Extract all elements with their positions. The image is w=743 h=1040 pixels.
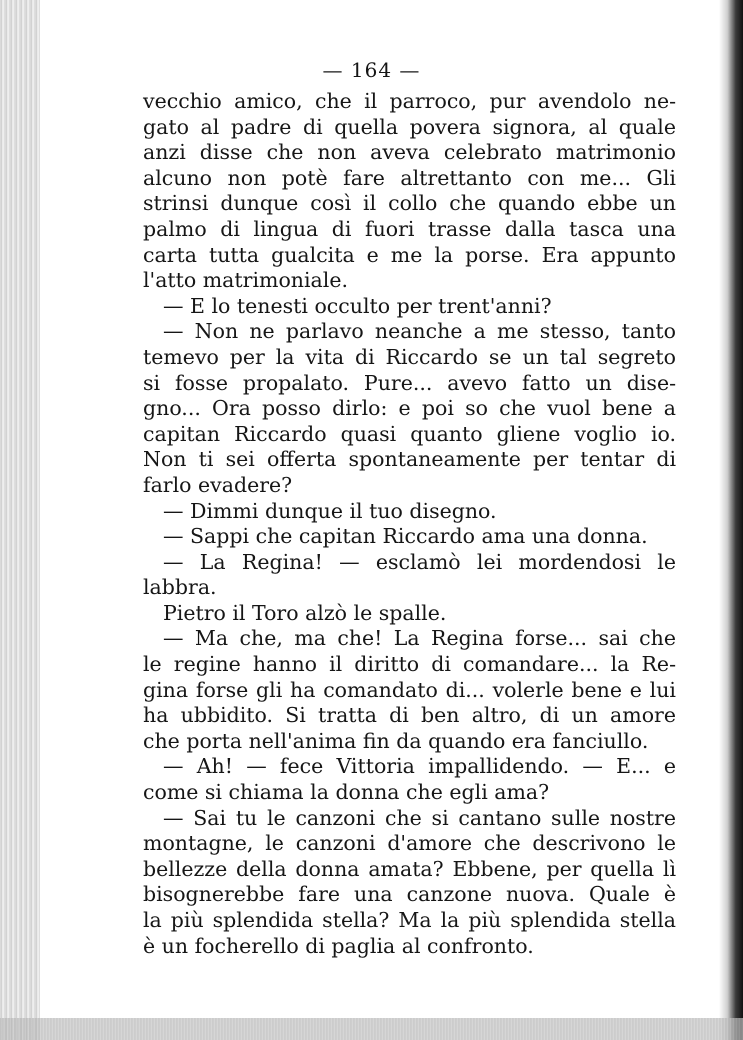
text-line: carta tutta gualcita e me la porse. Era appunto	[143, 242, 676, 267]
text-line: — Dimmi dunque il tuo disegno.	[163, 498, 497, 523]
text-line: bisognerebbe fare una canzone nuova. Quale è	[143, 882, 676, 907]
text-line: gato al padre di quella povera signora, al quale	[143, 114, 676, 139]
page-number: — 164 —	[322, 58, 421, 82]
text-line: come si chiama la donna che egli ama?	[143, 780, 550, 805]
body-text	[143, 89, 676, 959]
text-line: si fosse propalato. Pure... avevo fatto un dise-	[143, 370, 676, 395]
text-line: — La Regina! — esclamò lei mordendosi le	[163, 549, 676, 574]
text-line: è un focherello di paglia al confronto.	[143, 933, 534, 958]
text-line: vecchio amico, che il parroco, pur avendolo ne-	[143, 89, 676, 113]
page-right-shadow	[719, 0, 743, 1040]
text-line: l'atto matrimoniale.	[143, 268, 348, 293]
text-line: capitan Riccardo quasi quanto gliene voglio io.	[143, 421, 676, 446]
text-line: — Ah! — fece Vittoria impallidendo. — E... e	[163, 754, 676, 779]
book-binding-edge	[0, 0, 40, 1040]
text-line: — Sappi che capitan Riccardo ama una donna.	[163, 524, 648, 549]
text-line: strinsi dunque così il collo che quando ebbe un	[143, 191, 676, 216]
text-line: — Non ne parlavo neanche a me stesso, tanto	[163, 319, 676, 344]
text-line: le regine hanno il diritto di comandare... la Re-	[143, 652, 676, 677]
text-line: che porta nell'anima fin da quando era fanciullo.	[143, 728, 649, 753]
text-line: ha ubbidito. Si tratta di ben altro, di un amore	[143, 703, 676, 728]
text-line: Non ti sei offerta spontaneamente per tentar di	[143, 447, 676, 472]
text-line: labbra.	[143, 575, 217, 600]
text-line: — Sai tu le canzoni che si cantano sulle nostre	[163, 805, 676, 830]
text-line: anzi disse che non aveva celebrato matrimonio	[143, 140, 676, 165]
text-line: bellezze della donna amata? Ebbene, per quella lì	[143, 856, 676, 881]
text-line: gno... Ora posso dirlo: e poi so che vuol bene a	[143, 396, 676, 421]
text-line: Pietro il Toro alzò le spalle.	[163, 600, 447, 625]
text-line: gina forse gli ha comandato di... volerle bene e lui	[143, 677, 676, 702]
page-bottom-edge	[0, 1018, 743, 1040]
text-line: montagne, le canzoni d'amore che descrivono le	[143, 831, 676, 856]
text-line: palmo di lingua di fuori trasse dalla tasca una	[143, 216, 676, 241]
text-line: — Ma che, ma che! La Regina forse... sai che	[163, 626, 676, 651]
text-line: — E lo tenesti occulto per trent'anni?	[163, 293, 552, 318]
text-line: la più splendida stella? Ma la più splendida stella	[143, 908, 676, 932]
text-line: alcuno non potè fare altrettanto con me... Gli	[143, 165, 676, 190]
text-line: farlo evadere?	[143, 472, 293, 497]
text-line: temevo per la vita di Riccardo se un tal segreto	[143, 344, 676, 369]
